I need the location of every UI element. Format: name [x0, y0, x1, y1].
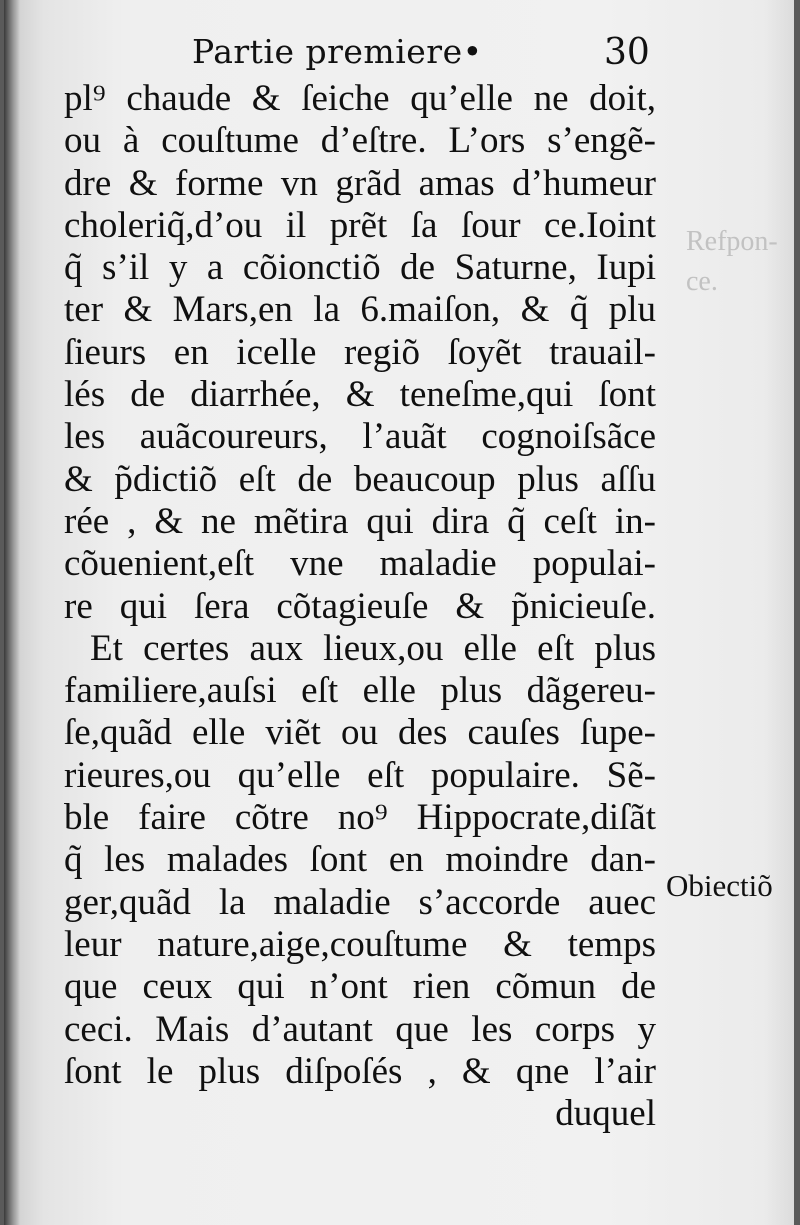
text-line: lés de diarrhée, & teneſme,qui ſont	[64, 374, 656, 416]
text-line: que ceux qui n’ont rien cõmun de	[64, 966, 656, 1008]
text-line: rée , & ne mẽtira qui dira q̃ ceſt in-	[64, 500, 656, 542]
text-line: ble faire cõtre no⁹ Hippocrate,diſãt	[64, 797, 656, 839]
text-line: dre & forme vn grãd amas d’humeur	[64, 162, 656, 204]
bleed-through-line: Refpon-	[686, 226, 778, 257]
text-line: ger,quãd la maladie s’accorde auec	[64, 881, 656, 923]
text-line: ſont le plus diſpoſés , & qne l’air	[64, 1050, 656, 1092]
text-line: & p̃dictiõ eſt de beaucoup plus aſſu	[64, 458, 656, 500]
body-text	[64, 78, 656, 1135]
text-line: familiere,auſsi eſt elle plus dãgereu-	[64, 670, 656, 712]
text-line: leur nature,aige,couſtume & temps	[64, 923, 656, 965]
page-header	[4, 22, 794, 82]
text-line: rieures,ou qu’elle eſt populaire. Sẽ-	[64, 754, 656, 796]
text-line: ſieurs en icelle regiõ ſoyẽt trauail-	[64, 331, 656, 373]
text-line: q̃ s’il y a cõionctiõ de Saturne, Iupi	[64, 247, 656, 289]
text-line: choleriq̃,d’ou il prẽt ſa ſour ce.Ioint	[64, 204, 656, 246]
text-line: q̃ les malades ſont en moindre dan-	[64, 839, 656, 881]
text-line: ter & Mars,en la 6.maiſon, & q̃ plu	[64, 289, 656, 331]
text-line: cõuenient,eſt vne maladie populai-	[64, 543, 656, 585]
bleed-through-text	[686, 222, 778, 302]
text-line: ou à couſtume d’eſtre. L’ors s’engẽ-	[64, 120, 656, 162]
text-line: Et certes aux lieux,ou elle eſt plus	[90, 627, 656, 669]
bleed-through-line: ce.	[686, 266, 718, 297]
text-line: pl⁹ chaude & ſeiche qu’elle ne doit,	[64, 78, 656, 119]
text-line: les auãcoureurs, l’auãt cognoiſsãce	[64, 416, 656, 458]
page-number: 30	[604, 32, 650, 73]
book-page	[4, 0, 794, 1225]
text-line: ceci. Mais d’autant que les corps y	[64, 1008, 656, 1050]
text-line: re qui ſera cõtagieuſe & p̃nicieuſe.	[64, 585, 656, 627]
margin-note: Obiectiõ	[666, 868, 773, 903]
page-gutter-shadow	[4, 0, 20, 1225]
running-head: Partie premiere•	[192, 32, 483, 71]
text-line: ſe,quãd elle viẽt ou des cauſes ſupe-	[64, 712, 656, 754]
catchword: duquel	[555, 1093, 656, 1135]
